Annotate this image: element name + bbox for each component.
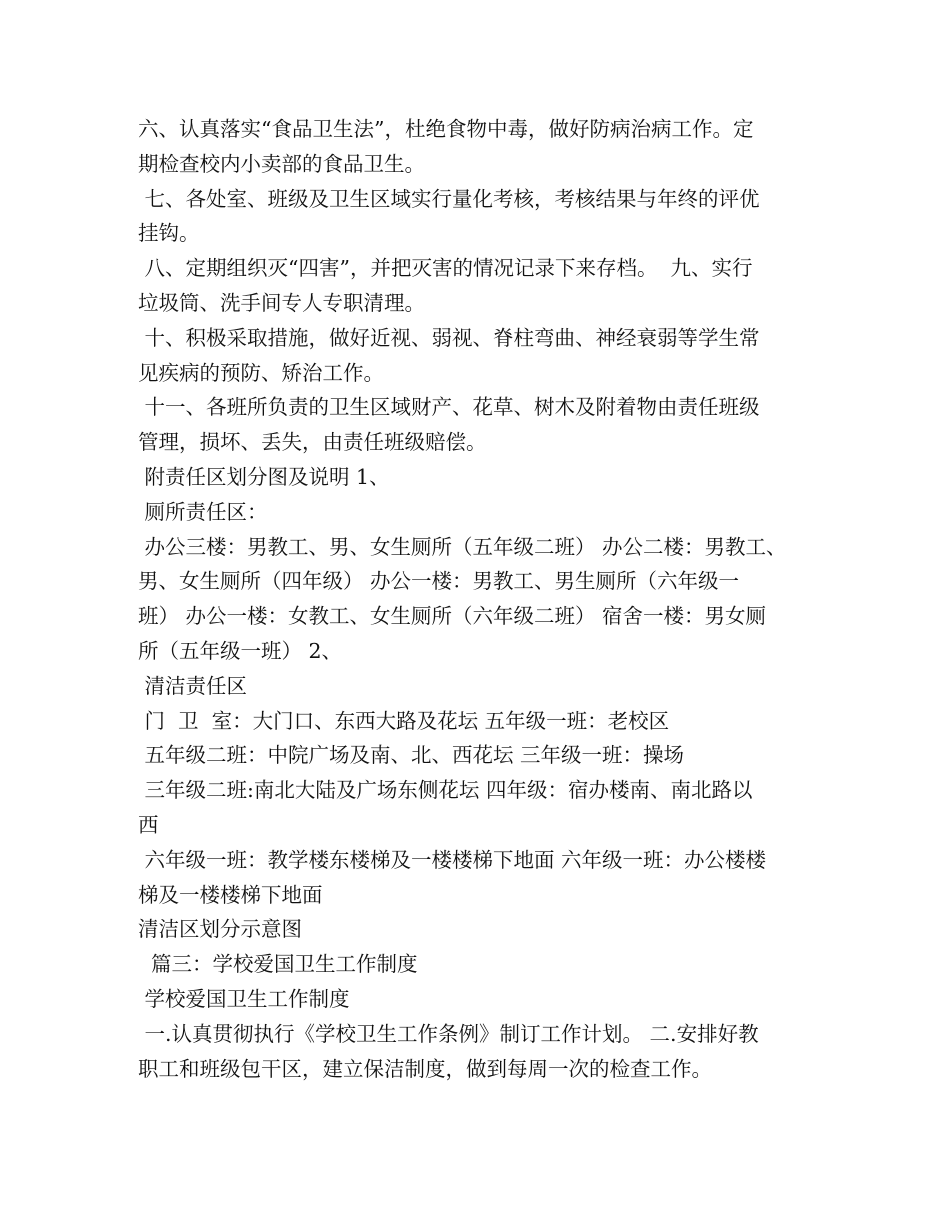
text-line: 一.认真贯彻执行《学校卫生工作条例》制订工作计划。 二.安排好教 xyxy=(138,1021,759,1046)
text-line: 班） 办公一楼：女教工、女生厕所（六年级二班） 宿舍一楼：男女厕 xyxy=(138,604,767,629)
text-line: 挂钩。 xyxy=(138,221,200,246)
text-line: 附责任区划分图及说明 1、 xyxy=(138,464,390,489)
text-line: 梯及一楼楼梯下地面 xyxy=(138,882,323,907)
text-line: 十一、各班所负责的卫生区域财产、花草、树木及附着物由责任班级 xyxy=(138,395,760,420)
text-line: 六、认真落实“食品卫生法”，杜绝食物中毒，做好防病治病工作。定 xyxy=(138,117,754,141)
text-line: 五年级二班：中院广场及南、北、西花坛 三年级一班：操场 xyxy=(138,743,685,768)
text-line: 见疾病的预防、矫治工作。 xyxy=(138,360,384,385)
text-line: 门 卫 室：大门口、东西大路及花坛 五年级一班：老校区 xyxy=(138,708,670,733)
text-line: 学校爱国卫生工作制度 xyxy=(138,986,350,1011)
text-line: 垃圾筒、洗手间专人专职清理。 xyxy=(138,290,425,315)
text-line: 西 xyxy=(138,812,159,837)
document-body xyxy=(138,112,838,1086)
text-line: 六年级一班：教学楼东楼梯及一楼楼梯下地面 六年级一班：办公楼楼 xyxy=(138,847,767,872)
text-line: 清洁责任区 xyxy=(138,673,248,698)
text-line: 管理，损坏、丢失，由责任班级赔偿。 xyxy=(138,430,487,455)
text-line: 十、积极采取措施，做好近视、弱视、脊柱弯曲、神经衰弱等学生常 xyxy=(138,325,760,350)
text-line: 所（五年级一班） 2、 xyxy=(138,638,343,663)
text-line: 篇三：学校爱国卫生工作制度 xyxy=(138,952,418,977)
text-line: 三年级二班:南北大陆及广场东侧花坛 四年级：宿办楼南、南北路以 xyxy=(138,778,753,803)
text-line: 男、女生厕所（四年级） 办公一楼：男教工、男生厕所（六年级一 xyxy=(138,569,740,594)
text-line: 厕所责任区： xyxy=(138,499,268,524)
text-line: 办公三楼：男教工、男、女生厕所（五年级二班） 办公二楼：男教工、 xyxy=(138,534,787,559)
text-line: 职工和班级包干区，建立保洁制度，做到每周一次的检查工作。 xyxy=(138,1056,712,1081)
text-line: 期检查校内小卖部的食品卫生。 xyxy=(138,151,425,176)
text-line: 七、各处室、班级及卫生区域实行量化考核，考核结果与年终的评优 xyxy=(138,186,760,211)
text-line: 八、定期组织灭“四害”，并把灭害的情况记录下来存档。 九、实行 xyxy=(138,256,753,281)
text-line: 清洁区划分示意图 xyxy=(138,917,302,942)
